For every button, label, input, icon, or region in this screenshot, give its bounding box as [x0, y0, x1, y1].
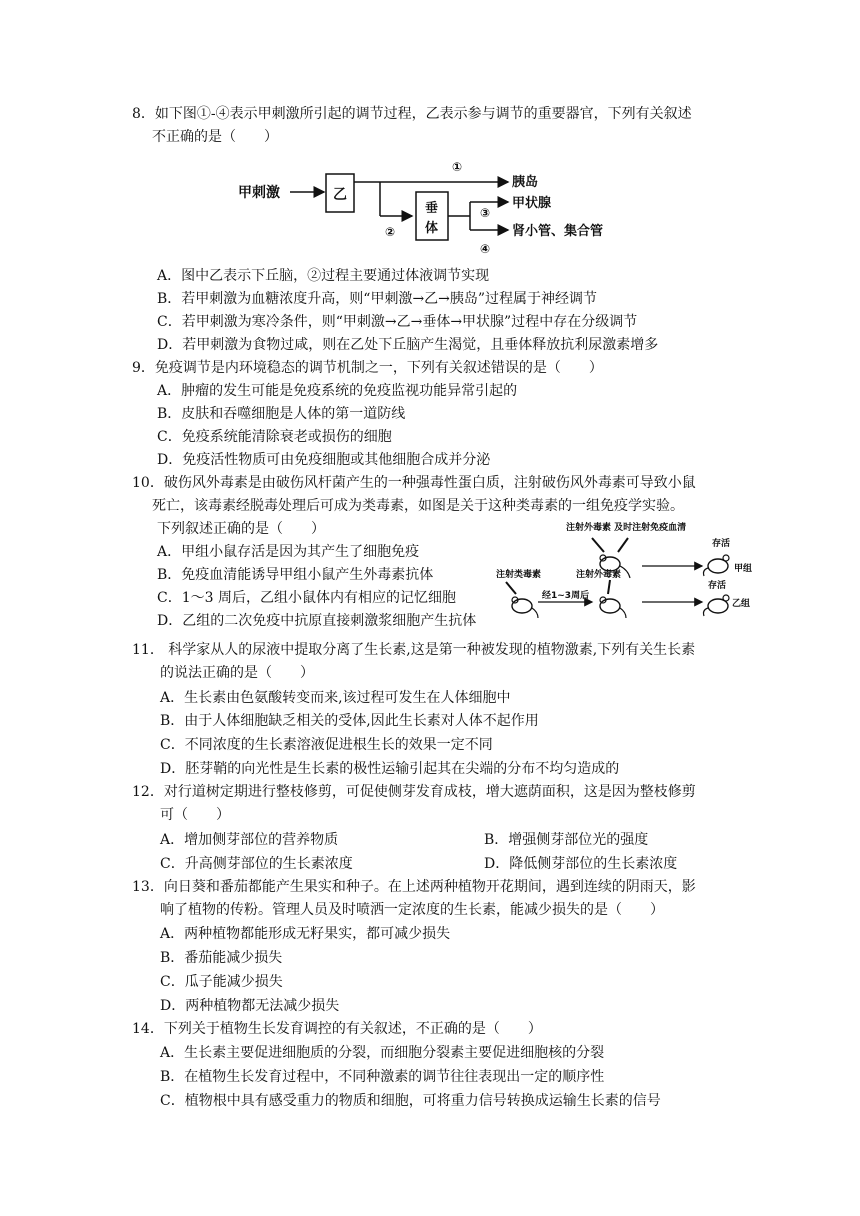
- q10-stem-line1: 10．破伤风外毒素是由破伤风杆菌产生的一种强毒性蛋白质，注射破伤风外毒素可导致小鼠: [132, 475, 696, 491]
- q13-option-b: B．番茄能减少损失: [160, 950, 283, 966]
- q9-option-c: C．免疫系统能清除衰老或损伤的细胞: [157, 429, 392, 445]
- q14-option-c: C．植物根中具有感受重力的物质和细胞，可将重力信号转换成运输生长素的信号: [160, 1093, 661, 1109]
- q12-option-b: B．增强侧芽部位光的强度: [484, 832, 649, 848]
- target-thyroid: 甲状腺: [512, 196, 552, 211]
- pituitary-char2: 体: [425, 221, 439, 236]
- q8-option-b: B．若甲刺激为血糖浓度升高，则“甲刺激→乙→胰岛”过程属于神经调节: [157, 291, 598, 307]
- q11-option-b: B．由于人体细胞缺乏相关的受体,因此生长素对人体不起作用: [160, 713, 539, 729]
- pituitary-char1: 垂: [425, 201, 439, 216]
- mouse-icon: [704, 595, 730, 616]
- fig-group1: 甲组: [734, 564, 753, 574]
- q13-option-a: A．两种植物都能形成无籽果实，都可减少损失: [160, 926, 451, 942]
- q10-stem-line3: 下列叙述正确的是（ ）: [157, 521, 325, 537]
- target-pancreas: 胰岛: [512, 175, 539, 190]
- q12-stem-line2: 可（ ）: [160, 807, 230, 823]
- q10-stem-line2: 死亡，该毒素经脱毒处理后可成为类毒素，如图是关于这种类毒素的一组免疫学实验。: [152, 498, 684, 514]
- label-2: ②: [385, 225, 396, 239]
- q10-option-d: D．乙组的二次免疫中抗原直接刺激浆细胞产生抗体: [157, 613, 477, 629]
- fig-mid-label: 注射外毒素: [576, 570, 622, 580]
- q11-stem-line1: 11． 科学家从人的尿液中提取分离了生长素,这是第一种被发现的植物激素,下列有关生长素: [132, 642, 696, 658]
- fig-survive1: 存活: [712, 539, 731, 549]
- q9-option-a: A．肿瘤的发生可能是免疫系统的免疫监视功能异常引起的: [157, 383, 518, 399]
- q12-option-a: A．增加侧芽部位的营养物质: [160, 832, 339, 848]
- q10-experiment-figure: [492, 518, 754, 630]
- q14-option-a: A．生长素主要促进细胞质的分裂，而细胞分裂素主要促进细胞核的分裂: [160, 1045, 605, 1061]
- fig-arrow-label: 经1~3周后: [542, 591, 590, 601]
- q14-stem: 14．下列关于植物生长发育调控的有关叙述，不正确的是（ ）: [132, 1021, 542, 1037]
- q9-option-d: D．免疫活性物质可由免疫细胞或其他细胞合成并分泌: [157, 452, 491, 468]
- q13-stem-line2: 响了植物的传粉。管理人员及时喷洒一定浓度的生长素，能减少损失的是（ ）: [160, 902, 664, 918]
- q8-stem-line2: 不正确的是（ ）: [152, 129, 278, 145]
- q11-option-c: C．不同浓度的生长素溶液促进根生长的效果一定不同: [160, 737, 493, 753]
- q8-stem-line1: 8．如下图①-④表示甲刺激所引起的调节过程，乙表示参与调节的重要器官，下列有关叙述: [132, 106, 692, 122]
- fig-survive2: 存活: [708, 581, 727, 591]
- q9-option-b: B．皮肤和吞噬细胞是人体的第一道防线: [157, 406, 406, 422]
- q11-option-a: A．生长素由色氨酸转变而来,该过程可发生在人体细胞中: [160, 690, 511, 706]
- q14-option-b: B．在植物生长发育过程中，不同种激素的调节往往表现出一定的顺序性: [160, 1069, 605, 1085]
- organ-label: 乙: [333, 187, 347, 203]
- q12-stem-line1: 12．对行道树定期进行整枝修剪，可促使侧芽发育成枝，增大遮荫面积，这是因为整枝修剪: [132, 784, 696, 800]
- fig-left-label: 注射类毒素: [496, 570, 542, 580]
- q8-option-a: A．图中乙表示下丘脑，②过程主要通过体液调节实现: [157, 268, 490, 284]
- q12-option-c: C．升高侧芽部位的生长素浓度: [160, 856, 353, 872]
- label-1: ①: [452, 160, 463, 174]
- q9-stem: 9．免疫调节是内环境稳态的调节机制之一，下列有关叙述错误的是（ ）: [132, 360, 603, 376]
- q8-option-d: D．若甲刺激为食物过咸，则在乙处下丘脑产生渴觉，且垂体释放抗利尿激素增多: [157, 337, 659, 353]
- q10-option-c: C．1～3 周后，乙组小鼠体内有相应的记忆细胞: [157, 590, 456, 606]
- q8-regulation-diagram: [230, 150, 640, 262]
- q12-option-d: D．降低侧芽部位的生长素浓度: [484, 856, 678, 872]
- target-kidney-tubule: 肾小管、集合管: [512, 224, 604, 239]
- q10-option-b: B．免疫血清能诱导甲组小鼠产生外毒素抗体: [157, 567, 434, 583]
- mouse-icon: [704, 555, 730, 576]
- q13-option-c: C．瓜子能减少损失: [160, 974, 283, 990]
- mouse-icon: [506, 582, 538, 618]
- label-4: ④: [480, 242, 491, 256]
- q11-stem-line2: 的说法正确的是（ ）: [160, 665, 314, 681]
- q11-option-d: D．胚芽鞘的向光性是生长素的极性运输引起其在尖端的分布不均匀造成的: [160, 761, 620, 777]
- stimulus-label: 甲刺激: [238, 185, 280, 201]
- mouse-icon: [600, 580, 626, 618]
- label-3: ③: [480, 206, 491, 220]
- q13-option-d: D．两种植物都无法减少损失: [160, 998, 340, 1014]
- q10-option-a: A．甲组小鼠存活是因为其产生了细胞免疫: [157, 544, 420, 560]
- q8-option-c: C．若甲刺激为寒冷条件，则“甲刺激→乙→垂体→甲状腺”过程中存在分级调节: [157, 314, 638, 330]
- fig-group2: 乙组: [732, 599, 751, 609]
- q13-stem-line1: 13．向日葵和番茄都能产生果实和种子。在上述两种植物开花期间，遇到连续的阴雨天，影: [132, 879, 696, 895]
- fig-top-label: 注射外毒素 及时注射免疫血清: [566, 523, 687, 533]
